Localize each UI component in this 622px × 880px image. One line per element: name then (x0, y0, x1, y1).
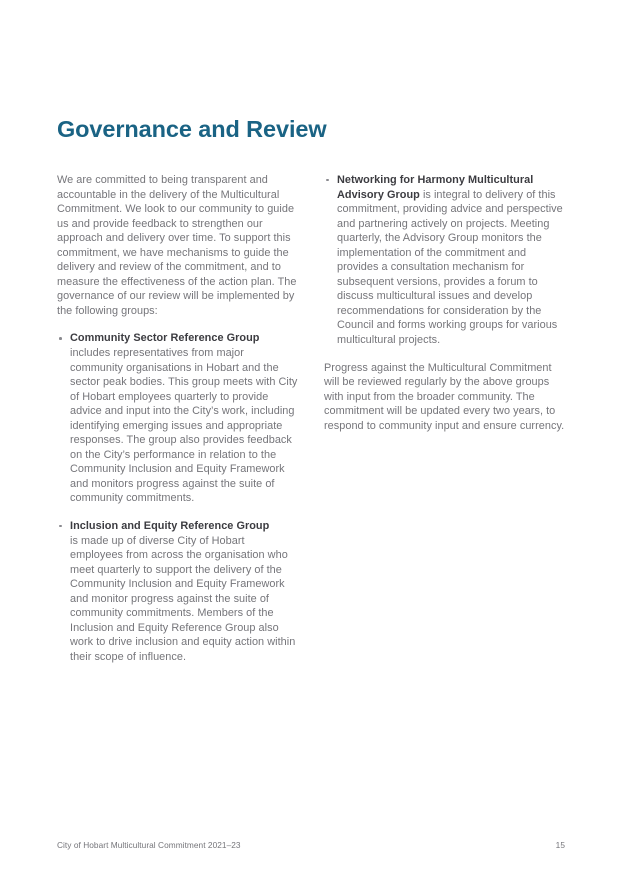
list-item-lead: Community Sector Reference Group (70, 332, 260, 345)
list-item (57, 519, 298, 664)
list-item-lead: Inclusion and Equity Reference Group (70, 520, 270, 533)
list-item-lead: Networking for Harmony Multicultural Advisory Group (337, 174, 534, 201)
list-item-body: is integral to delivery of this commitment, providing advice and perspective and partnering actively on projects. Meeting quarterly, the Advisory Group monitors the implementation of the commitment and provides a consultation mechanism for subsequent versions, provides a forum to discuss multicultural issues and develop recommendations for consideration by the Council and forms working groups for various multicultural projects. (337, 188, 563, 347)
closing-paragraph: Progress against the Multicultural Commitment will be reviewed regularly by the above groups with input from the broader community. The commitment will be updated every two years, to respond to community input and ensure currency. (324, 361, 565, 432)
list-item-body: includes representatives from major community organisations in Hobart and the sector peak bodies. This group meets with City of Hobart employees quarterly to provide advice and input into the City’s work, including identifying emerging issues and appropriate responses. The group also provides feedback on the City’s performance in relation to the Community Inclusion and Equity Framework and monitors progress against the suite of community commitments. (70, 347, 298, 505)
left-column (57, 173, 298, 665)
intro-paragraph: We are committed to being transparent and accountable in the delivery of the Multicultural Commitment. We look to our community to guide us and provide feedback to strengthen our approach and delivery over time. To support this commitment, we have mechanisms to guide the delivery and review of the commitment, and to measure the effectiveness of the action plan. The governance of our review will be implemented by the following groups: (57, 174, 297, 317)
two-column-body (57, 173, 565, 665)
right-bullet-list (324, 173, 565, 348)
left-bullet-list (57, 331, 298, 664)
footer-document-title: City of Hobart Multicultural Commitment 2021–23 (57, 840, 241, 850)
page-footer (57, 840, 565, 850)
page-title: Governance and Review (57, 115, 327, 142)
footer-page-number: 15 (555, 840, 565, 850)
bullet-dot-icon (326, 179, 329, 182)
right-column (324, 173, 565, 433)
bullet-dot-icon (59, 337, 62, 340)
list-item (57, 331, 298, 506)
bullet-dot-icon (59, 525, 62, 528)
list-item (324, 173, 565, 348)
list-item-body: is made up of diverse City of Hobart employees from across the organisation who meet quarterly to support the delivery of the Community Inclusion and Equity Framework and monitor progress against the suite of community commitments. Members of the Inclusion and Equity Reference Group also work to drive inclusion and equity action within their scope of influence. (70, 534, 296, 663)
